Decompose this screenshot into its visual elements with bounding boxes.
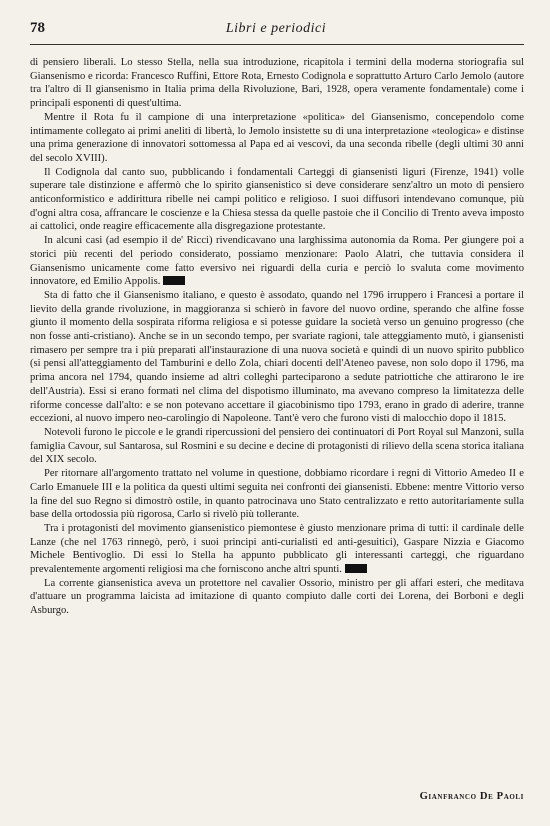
page-number: 78 xyxy=(30,20,45,36)
paragraph xyxy=(30,522,524,577)
article-body xyxy=(30,56,524,618)
running-header xyxy=(30,18,522,42)
redaction-mark xyxy=(163,276,185,285)
running-title: Libri e periodici xyxy=(225,21,327,36)
paragraph: La corrente giansenistica aveva un protettore nel cavalier Ossorio, ministro per gli affari esteri, che meditava d'attuare un programma laicista ad imitazione di quanto compiuto dalle corti dei Lorena, dei Borboni e degli Asburgo. xyxy=(30,577,524,617)
header-rule xyxy=(30,44,524,45)
redaction-mark xyxy=(345,564,367,573)
paragraph: Notevoli furono le piccole e le grandi ripercussioni del pensiero dei continuatori di Port Royal sul Manzoni, sulla famiglia Cavour, sul Santarosa, sul Rosmini e su decine e decine di protagonisti di rilievo della scena storica italiana del XIX secolo. xyxy=(30,426,524,466)
paragraph: Sta di fatto che il Giansenismo italiano, e questo è assodato, quando nel 1796 irruppero i Francesi a portare il lievito della grande rivoluzione, in maggioranza si schierò in favore del nuovo ordine, sperando che alfine fosse giunto il momento della sospirata riforma religiosa e si potesse guidare la società verso un genuino progresso (che non fosse anti-cristiano). Anche se in un secondo tempo, per svariate ragioni, tale atteggiamento mutò, i giansenisti rimasero per sempre tra i più preparati all'instaurazione di una nuova società e quindi di un nuovo spirito pubblico (si pensi all'atteggiamento del Tamburini e dello Zola, chiari docenti dell'Ateneo pavese, non solo dopo il 1796, ma prima ancora nel 1794, quando insieme ad altri colleghi parteciparono a sedute patriottiche che attirarono le ire dell'Austria). Essi si erano formati nel clima del dispotismo illuminato, ma avevano compreso la limitatezza delle riforme concesse dall'alto: e se non potevano accettare il giacobinismo tipo 1793, erano in grado di aderire, tranne eccezioni, al nuovo impero neo-carolingio di Napoleone. Tant'è vero che furono visti di malocchio dopo il 1815. xyxy=(30,289,524,425)
author-signature: Gianfranco De Paoli xyxy=(419,791,524,802)
paragraph-text: Tra i protagonisti del movimento giansenistico piemontese è giusto menzionare prima di tutti: il cardinale delle Lanze (che nel 1763 rinnegò, però, i suoi principi anti-curialisti ed anti-gesuitici), Gaspare Nizzia e Giacomo Michele Bentivoglio. Di essi lo Stella ha appunto pubblicato gli interessanti carteggi, che riguardano prevalentemente argomenti religiosi ma che forniscono anche altri spunti. xyxy=(30,522,524,576)
paragraph: Il Codignola dal canto suo, pubblicando i fondamentali Carteggi di giansenisti liguri (Firenze, 1941) volle superare tale distinzione e affermò che lo spirito giansenistico si deve considerare senz'altro un moto di pensiero anticonformistico e addirittura ribelle nei campi politico e religioso. I suoi diffusori intendevano comunque, più d'ogni altra cosa, affrancare le coscienze e la Chiesa stessa da quelle pastoie che il Concilio di Trento aveva imposto ai cattolici, onde reagire efficacemente alla disgregazione protestante. xyxy=(30,166,524,233)
paragraph: Per ritornare all'argomento trattato nel volume in questione, dobbiamo ricordare i regni di Vittorio Amedeo II e Carlo Emanuele III e la politica da questi ultimi seguita nei confronti dei giansenisti. Ebbene: mentre Vittorio verso la fine del suo Regno si dimostrò ostile, in quanto patrocinava uno Stato centralizzato e retto autoritariamente sulla base della ortodossia più rigorosa, Carlo si rivelò più tollerante. xyxy=(30,468,524,521)
paragraph xyxy=(30,234,524,289)
paragraph: di pensiero liberali. Lo stesso Stella, nella sua introduzione, ricapitola i termini della moderna storiografia sul Giansenismo e ricorda: Francesco Ruffini, Ettore Rota, Ernesto Codignola e soprattutto Arturo Carlo Jemolo (autore tra l'altro di Il giansenismo in Italia prima della Rivoluzione, Bari, 1928, opera veramente fondamentale) come i principali esponenti di quest'ultima. xyxy=(30,57,524,110)
paragraph-text: In alcuni casi (ad esempio il de' Ricci) rivendicavano una larghissima autonomia da Roma. Per giungere poi a storici più recenti del periodo considerato, possiamo menzionare: Paolo Alatri, che tuttavia considera il Giansenismo unicamente come fatto eversivo nei riguardi della curia e perciò lo svaluta come movimento innovatore, ed Emilio Appolis. xyxy=(30,235,524,288)
paragraph: Mentre il Rota fu il campione di una interpretazione «politica» del Giansenismo, concependolo come intimamente collegato ai primi aneliti di libertà, lo Jemolo insistette su di una interpretazione «teologica» e distinse una prima generazione di innovatori sottomessa al Papa ed ai vescovi, da una seconda ribelle (degli ultimi 30 anni del secolo XVIII). xyxy=(30,111,524,164)
